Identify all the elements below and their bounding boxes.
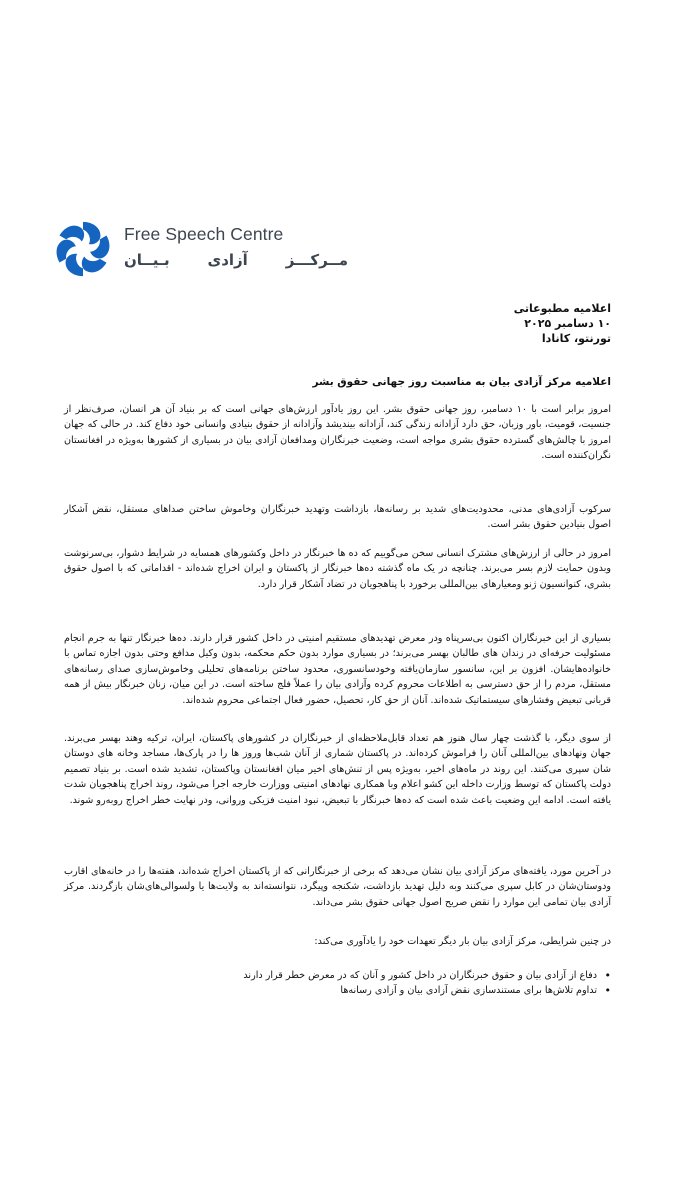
paragraph: در آخرین مورد، یافته‌های مرکز آزادی بیان نشان می‌دهد که برخی از خبرنگارانی که از پاکستان اخراج شده‌اند، هفته‌ها را در خانه‌های اقارب ودوستان‌شان در کابل سپری می‌کنند وبه دلیل تهدید بازداشت، شکنجه وپیگرد، نتوانسته‌اند به ولایت‌ها یا ولسوالی‌های‌شان بازگردند. مرکز آزادی بیان تمامی این موارد را نقض صریح اصول جهانی حقوق بشر می‌داند. [64, 866, 611, 908]
list-item: • تداوم تلاش‌ها برای مستندسازی نقض آزادی بیان و آزادی رسانه‌ها [64, 983, 611, 998]
paragraph: از سوی دیگر، با گذشت چهار سال هنوز هم تعداد قابل‌ملاحظه‌ای از خبرنگاران در کشورهای پاکستان، ایران، ترکیه وهند بهسر می‌برند. جهان ونهادهای بین‌المللی آنان را فراموش کرده‌اند. در پاکستان شماری از آنان شب‌ها وروز ها را در پارک‌ها، مساجد وخانه های دوستان شان سپری می‌کنند. این روند در ماه‌های اخیر، به‌ویژه پس از تنش‌های اخیر میان افغانستان وپاکستان، تشدید شده است. بر بنیاد تصمیم دولت پاکستان که توسط وزارت داخله این کشو اعلام وبا همکاری نهادهای امنیتی ووزارت خارجه اجرا می‌شود، روند اخراج پناهجویان شدت یافته است. ادامه این وضعیت باعث شده است که ده‌ها خبرنگار با تبعیض، نبود امنیت فزیکی وروانی، ودر نهایت خطر اخراج روبه‌رو شوند. [64, 733, 611, 806]
release-title: اعلامیه مرکز آزادی بیان به مناسبت روز جهانی حقوق بشر [312, 376, 611, 388]
logo-name-persian: مــرکـــز آزادی بـیــان [124, 251, 348, 269]
release-header [311, 301, 611, 346]
list-item: • دفاع از آزادی بیان و حقوق خبرنگاران در داخل کشور و آنان که در معرض خطر قرار دارند [64, 968, 611, 983]
paragraph: امروز برابر است با ۱۰ دسامبر، روز جهانی حقوق بشر. این روز یادآور ارزش‌های جهانی است که بر بنیاد آن هر انسان، صرف‌نظر از جنسیت، قومیت، باور وزبان، حق دارد آزادانه زندگی کند، آزادانه بیندیشد وآزادانه از حقوق بنیادی وانسانی خود دفاع کند. در حالی که جهان امروز با چالش‌های گسترده حقوق بشری مواجه است، وضعیت خبرنگاران ومدافعان آزادی بیان در بسیاری از کشورها به‌ویژه در افغانستان نگران‌کننده است. [64, 404, 611, 462]
logo [52, 218, 348, 280]
paragraph: در چنین شرایطی، مرکز آزادی بیان بار دیگر تعهدات خود را یادآوری می‌کند: [314, 936, 611, 947]
commitments-list [64, 968, 611, 999]
paragraph: بسیاری از این خبرنگاران اکنون بی‌سرپناه ودر معرض تهدیدهای مستقیم امنیتی در داخل کشور قرار دارند. ده‌ها خبرنگار تنها به جرم انجام مسئولیت حرفه‌ای در زندان های طالبان بهسر می‌برند؛ در بسیاری موارد بدون حکم محکمه، بدون وکیل مدافع وحتی بدون اجازه تماس با خانواده‌هایشان. افزون بر این، سانسور سازمان‌یافته وخودسانسوری، محدود ساختن برنامه‌های تحلیلی وخاموش‌سازی صدای رسانه‌های مستقل، مردم را از حق دسترسی به اطلاعات محروم کرده وآزادی بیان را عملاً فلج ساخته است. در این میان، زنان خبرنگار بیش از همه قربانی تبعیض وفشارهای سیستماتیک شده‌اند. آنان از حق کار، تحصیل، حضور فعال اجتماعی محروم شده‌اند. [64, 633, 611, 706]
logo-name-english: Free Speech Centre [124, 224, 284, 244]
release-date: ۱۰ دسامبر ۲۰۲۵ [524, 317, 611, 330]
paragraph: سرکوب آزادی‌های مدنی، محدودیت‌های شدید بر رسانه‌ها، بازداشت وتهدید خبرنگاران وخاموش ساختن صداهای مستقل، نقض آشکار اصول بنیادین حقوق بشر است. [64, 504, 611, 531]
paragraph: امروز در حالی از ارزش‌های مشترک انسانی سخن می‌گوییم که ده ها خبرنگار در داخل وکشورهای همسایه در شرایط دشوار، بی‌سرنوشت وبدون حمایت لازم بسر می‌برند. چنانچه در یک ماه گذشته ده‌ها خبرنگار از پاکستان و ایران اخراج شده‌اند - اقداماتی که با اصول حقوق بشری، کنوانسیون ژنو ومعیارهای بین‌المللی برخورد با پناهجویان در تضاد آشکار قرار دارد. [64, 548, 611, 590]
release-label: اعلامیه مطبوعاتی [513, 302, 611, 315]
pinwheel-logo-icon [52, 218, 114, 280]
release-location: تورنتو، کانادا [541, 332, 611, 345]
